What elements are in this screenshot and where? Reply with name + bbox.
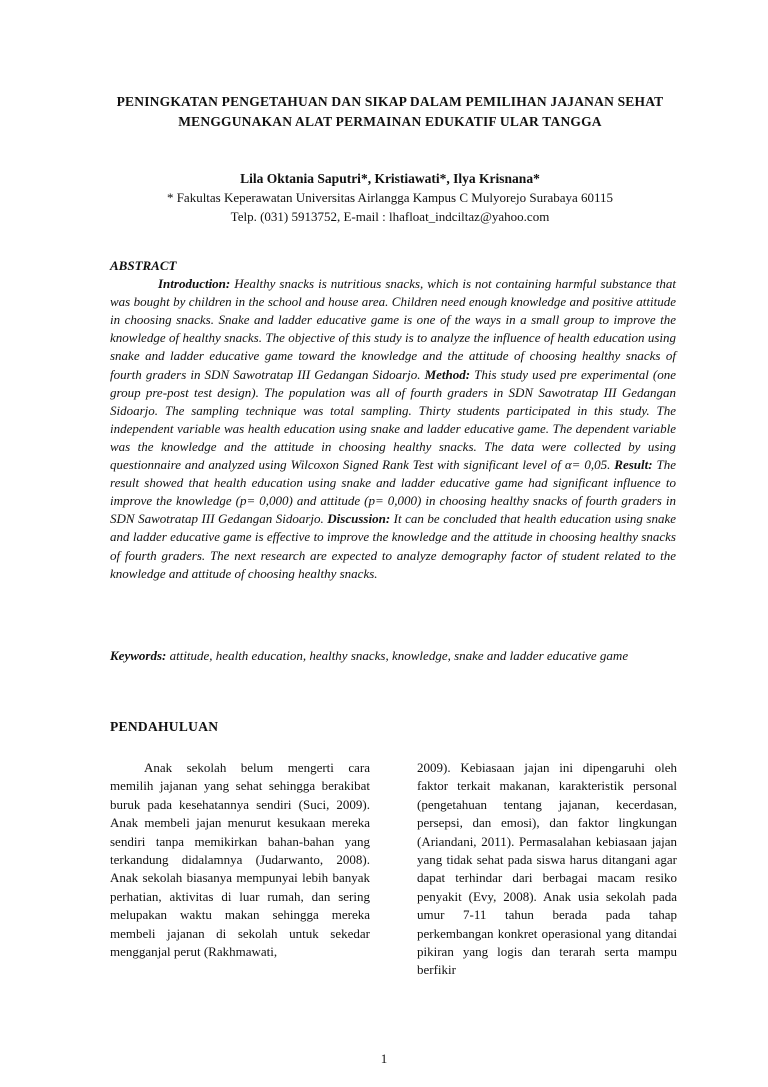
page-number: 1 [380, 1051, 388, 1066]
alpha-symbol: α [564, 457, 572, 473]
abstract-body [110, 275, 676, 583]
method-label: Method: [424, 366, 471, 382]
abstract-block [110, 257, 676, 583]
result-text: The result showed that health education using snake and ladder educative game had significant influence to improve the knowledge (p= 0,000) and attitude (p= 0,000) in choosing healthy snacks of fourth graders in SDN Sawotratap III Gedangan Sidoarjo. [110, 457, 676, 527]
discussion-text: It can be concluded that health education using snake and ladder educative game is effective to improve the knowledge and the attitude in choosing healthy snacks of fourth graders. The next research are expected to analyze demography factor of student related to the knowledge and attitude of choosing healthy snacks. [110, 511, 676, 581]
discussion-label: Discussion: [327, 511, 391, 527]
keywords-label: Keywords: [110, 648, 167, 663]
section-heading: PENDAHULUAN [110, 719, 219, 734]
introduction-label: Introduction: [158, 276, 231, 292]
method-text: This study used pre experimental (one group pre-post test design). The population was all of fourth graders in SDN Sawotratap III Gedangan Sidoarjo. The sampling technique was total sampling. Thirty students participated in this study. The independent variable was health education using snake and ladder educative game. The dependent variable was the knowledge and the attitude in choosing healthy snacks. The data were collected by using questionnaire and analyzed using Wilcoxon Signed Rank Test with significant level of [110, 366, 676, 473]
result-label: Result: [614, 457, 653, 473]
keywords-block [110, 647, 676, 666]
alpha-value: = 0,05. [571, 457, 615, 473]
author-affiliation: * Fakultas Keperawatan Universitas Airlangga Kampus C Mulyorejo Surabaya 60115 [166, 190, 614, 205]
author-contact: Telp. (031) 5913752, E-mail : lhafloat_indciltaz@yahoo.com [230, 209, 550, 224]
paper-title: PENINGKATAN PENGETAHUAN DAN SIKAP DALAM PEMILIHAN JAJANAN SEHAT MENGGUNAKAN ALAT PERMAINAN EDUKATIF ULAR TANGGA [116, 94, 664, 129]
abstract-heading: ABSTRACT [110, 258, 177, 273]
left-column-paragraph: Anak sekolah belum mengerti cara memilih jajanan yang sehat sehingga berakibat buruk pada kesehatannya sendiri (Suci, 2009). Anak membeli jajan menurut kesukaan mereka sendiri tanpa memikirkan bahan-bahan yang terkandung didalamnya (Judarwanto, 2008). Anak sekolah biasanya mempunyai lebih banyak perhatian, aktivitas di luar rumah, dan sering melupakan waktu makan sehingga mereka membeli jajanan di sekolah untuk sekedar mengganjal perut (Rakhmawati, [110, 760, 370, 960]
body-column-right [417, 759, 677, 980]
introduction-text: Healthy snacks is nutritious snacks, which is not containing harmful substance that was bought by children in the school and house area. Children need enough knowledge and positive attitude in choosing snacks. Snake and ladder educative game is one of the ways in a small group to improve the knowledge of healthy snacks. The objective of this study is to analyze the influence of health education using snake and ladder educative game toward the knowledge and the attitude of choosing healthy snacks of fourth graders in SDN Sawotratap III Gedangan Sidoarjo. [110, 276, 676, 382]
keywords-text: attitude, health education, healthy snacks, knowledge, snake and ladder educative game [166, 648, 629, 663]
body-column-left [110, 759, 370, 961]
author-list: Lila Oktania Saputri*, Kristiawati*, Ilya Krisnana* [240, 171, 540, 186]
right-column-paragraph: 2009). Kebiasaan jajan ini dipengaruhi oleh faktor terkait makanan, karakteristik personal (pengetahuan tentang jajanan, kecerdasan, persepsi, dan emosi), dan faktor lingkungan (Ariandani, 2011). Permasalahan kebiasaan jajan yang tidak sehat pada siswa harus ditangani agar dapat terhindar dari berbagai macam resiko penyakit (Evy, 2008). Anak usia sekolah pada umur 7-11 tahun berada pada tahap perkembangan konkret operasional yang ditandai pikiran yang logis dan terarah serta mampu berfikir [417, 760, 677, 978]
